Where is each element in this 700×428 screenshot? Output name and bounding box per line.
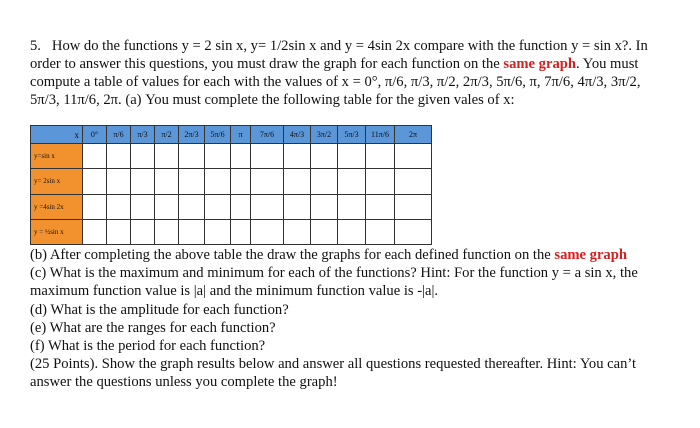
header-cell: 5π/3 — [338, 126, 366, 144]
header-cell: 11π/6 — [366, 126, 395, 144]
row-label: y =4sin 2x — [31, 194, 83, 219]
emphasis-same: same — [503, 56, 536, 72]
empty-cell — [395, 194, 432, 219]
question-e: (e) What are the ranges for each function? — [30, 319, 276, 336]
table-row — [31, 144, 432, 169]
empty-cell — [231, 219, 251, 244]
problem-text-part1: How do the functions y = 2 sin x, y= 1/2sin x and y = 4sin 2x compare with the function y = sin x?. In order to answer this questions, you must draw the graph for each function on the — [30, 38, 648, 72]
empty-cell — [107, 144, 131, 169]
empty-cell — [395, 169, 432, 194]
empty-cell — [231, 194, 251, 219]
empty-cell — [131, 169, 155, 194]
header-cell: 5π/6 — [205, 126, 231, 144]
empty-cell — [107, 169, 131, 194]
empty-cell — [311, 144, 338, 169]
empty-cell — [395, 144, 432, 169]
empty-cell — [205, 194, 231, 219]
question-b — [30, 246, 670, 264]
question-f: (f) What is the period for each function? — [30, 338, 266, 355]
empty-cell — [155, 219, 179, 244]
empty-cell — [131, 219, 155, 244]
empty-cell — [205, 219, 231, 244]
empty-cell — [284, 219, 311, 244]
empty-cell — [155, 194, 179, 219]
problem-statement — [30, 37, 662, 109]
empty-cell — [179, 144, 205, 169]
header-cell: 4π/3 — [284, 126, 311, 144]
empty-cell — [338, 169, 366, 194]
table-header-row — [31, 126, 432, 144]
header-cell: 3π/2 — [311, 126, 338, 144]
row-label: y= 2sin x — [31, 169, 83, 194]
row-label: y=sin x — [31, 144, 83, 169]
points-instruction: (25 Points). Show the graph results below and answer all questions requested thereafter. Hint: You can’t answer the questions unless you complete the graph! — [30, 356, 637, 391]
question-c: (c) What is the maximum and minimum for each of the functions? Hint: For the function y = a sin x, the maximum function value is |a| and the minimum function value is -|a|. — [30, 265, 638, 300]
table-row — [31, 169, 432, 194]
header-cell: π/6 — [107, 126, 131, 144]
empty-cell — [251, 144, 284, 169]
empty-cell — [311, 169, 338, 194]
empty-cell — [179, 169, 205, 194]
empty-cell — [231, 169, 251, 194]
row-label: y = ½sin x — [31, 219, 83, 244]
empty-cell — [366, 169, 395, 194]
empty-cell — [284, 169, 311, 194]
empty-cell — [395, 219, 432, 244]
empty-cell — [179, 194, 205, 219]
empty-cell — [131, 194, 155, 219]
empty-cell — [366, 219, 395, 244]
question-b-text: (b) After completing the above table the draw the graphs for each defined function on the — [30, 247, 551, 263]
empty-cell — [107, 194, 131, 219]
empty-cell — [251, 169, 284, 194]
empty-cell — [83, 194, 107, 219]
problem-number: 5. — [30, 38, 41, 54]
empty-cell — [251, 219, 284, 244]
empty-cell — [311, 219, 338, 244]
empty-cell — [83, 219, 107, 244]
empty-cell — [284, 144, 311, 169]
header-cell: 7π/6 — [251, 126, 284, 144]
emphasis-same-graph: same graph — [554, 247, 627, 263]
empty-cell — [107, 219, 131, 244]
header-cell: π/2 — [155, 126, 179, 144]
empty-cell — [231, 144, 251, 169]
empty-cell — [131, 144, 155, 169]
header-cell: 0° — [83, 126, 107, 144]
empty-cell — [155, 144, 179, 169]
header-cell: π/3 — [131, 126, 155, 144]
questions-block — [30, 246, 670, 392]
empty-cell — [205, 169, 231, 194]
question-d: (d) What is the amplitude for each function? — [30, 301, 289, 318]
table-row — [31, 219, 432, 244]
table-row — [31, 194, 432, 219]
empty-cell — [338, 219, 366, 244]
values-table — [30, 125, 432, 245]
header-cell: 2π — [395, 126, 432, 144]
header-cell: 2π/3 — [179, 126, 205, 144]
empty-cell — [366, 144, 395, 169]
empty-cell — [338, 194, 366, 219]
empty-cell — [83, 169, 107, 194]
empty-cell — [251, 194, 284, 219]
header-cell: π — [231, 126, 251, 144]
empty-cell — [338, 144, 366, 169]
empty-cell — [179, 219, 205, 244]
empty-cell — [366, 194, 395, 219]
empty-cell — [311, 194, 338, 219]
problem-text-part2: . You must compute a table of values for each with the values of x = 0°, π/6, π/3, π/2, 2π/3, 5π/6, π, 7π/6, 4π/3, 3π/2, 5π/3, 11π/6, 2π. (a) You must complete the following table for the given vales of x: — [30, 56, 641, 108]
empty-cell — [83, 144, 107, 169]
empty-cell — [155, 169, 179, 194]
empty-cell — [284, 194, 311, 219]
empty-cell — [205, 144, 231, 169]
table-corner-x: x — [31, 126, 83, 144]
emphasis-graph: graph — [538, 56, 576, 72]
